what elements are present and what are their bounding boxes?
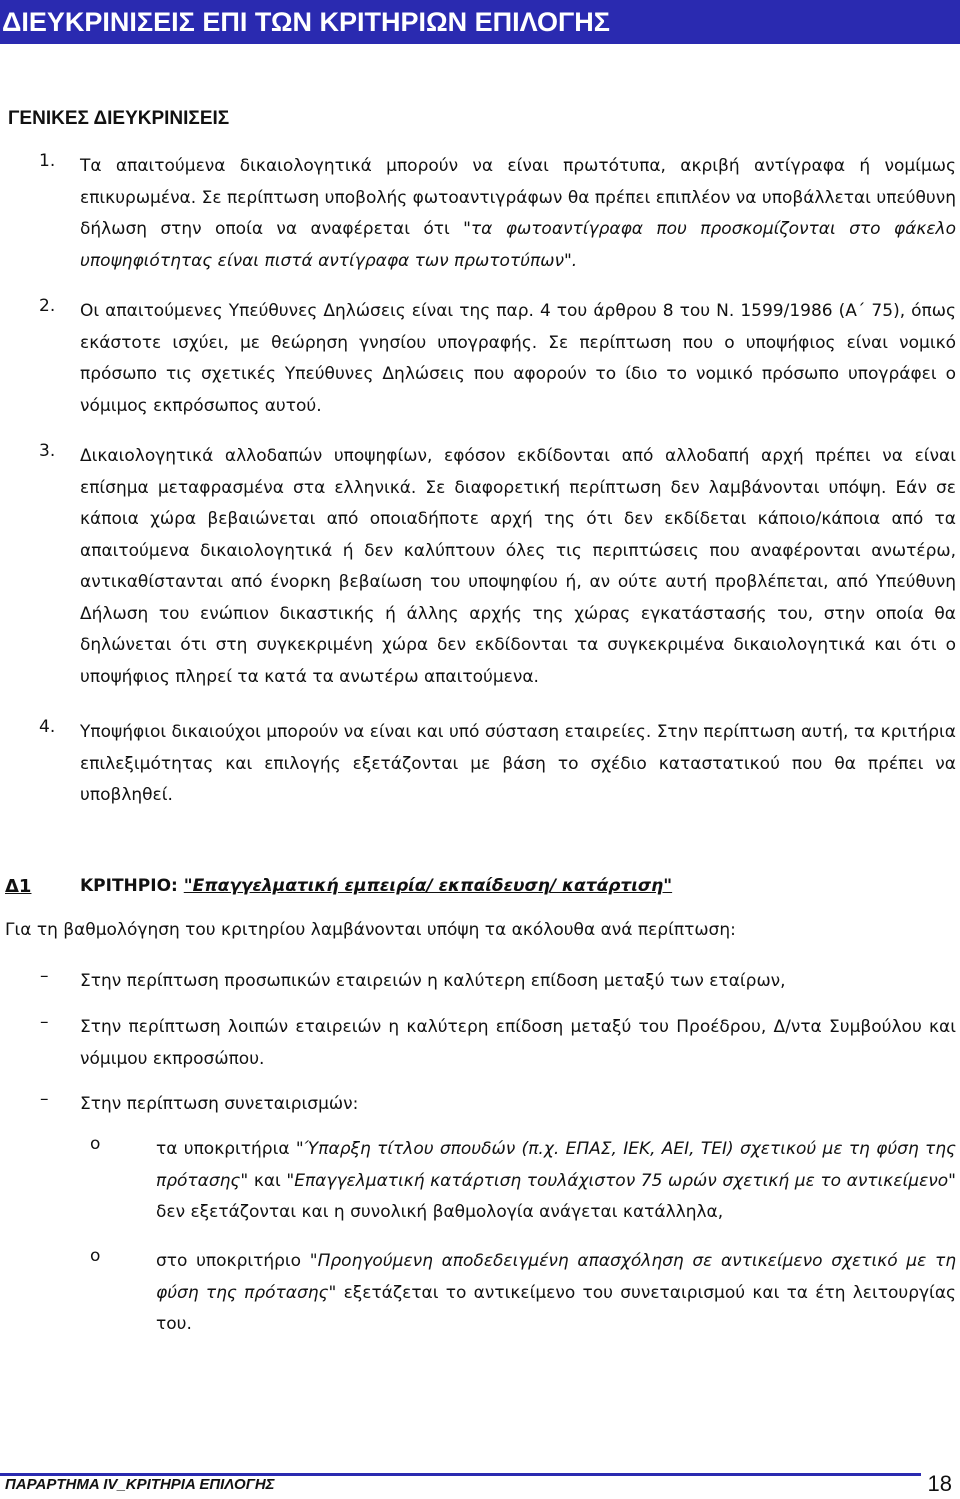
- sub-item-1-e: δεν εξετάζονται και η συνολική βαθμολογία ανάγεται κατάλληλα,: [156, 1202, 724, 1222]
- criterion-label-group: [80, 876, 672, 896]
- sub-item-2-c: εξετάζεται το αντικείμενο του συνεταιρισμού και τα έτη λειτουργίας του.: [156, 1282, 956, 1334]
- general-clarifications-heading: ΓΕΝΙΚΕΣ ΔΙΕΥΚΡΙΝΙΣΕΙΣ: [8, 108, 230, 129]
- sub-item-1-d: "Επαγγελματική κατάρτιση τουλάχιστον 75 ωρών σχετική με το αντικείμενο": [286, 1170, 956, 1191]
- item-4-text: Υποψήφιοι δικαιούχοι μπορούν να είναι και υπό σύσταση εταιρείες. Στην περίπτωση αυτή, τα κριτήρια επιλεξιμότητας και επιλογής εξετάζονται με βάση το σχέδιο καταστατικού που θα πρέπει να υποβληθεί.: [80, 722, 956, 805]
- dash-marker-1: –: [40, 966, 49, 986]
- item-1-paragraph: [0, 151, 956, 277]
- document-title: ΔΙΕΥΚΡΙΝΙΣΕΙΣ ΕΠΙ ΤΩΝ ΚΡΙΤΗΡΙΩΝ ΕΠΙΛΟΓΗΣ: [0, 0, 960, 44]
- sub-item-1-c: και: [248, 1170, 287, 1191]
- item-1-text-a: Τα απαιτούμενα δικαιολογητικά μπορούν να είναι πρωτότυπα, ακριβή αντίγραφα ή νομίμως επικυρωμένα. Σε περίπτωση υποβολής φωτοαντιγράφων θα πρέπει επιπλέον να υποβάλλεται υπεύθυνη δήλωση στην οποία να αναφέρεται ότι: [80, 156, 956, 239]
- sub-item-2: [156, 1246, 956, 1341]
- sub-item-2-b: "Προηγούμενη αποδεδειγμένη απασχόληση σε αντικείμενο σχετικό με τη φύση της πρότασης": [156, 1251, 956, 1303]
- sub-item-1-b: "Ύπαρξη τίτλου σπουδών (π.χ. ΕΠΑΣ, ΙΕΚ, ΑΕΙ, ΤΕΙ) σχετικού με τη φύση της πρότασης": [156, 1139, 957, 1191]
- sub-item-2-a: στο υποκριτήριο: [156, 1251, 310, 1271]
- dash-item-3: Στην περίπτωση συνεταιρισμών:: [80, 1094, 359, 1114]
- circle-marker-2: o: [90, 1246, 101, 1266]
- criterion-code: Δ1: [5, 876, 32, 897]
- item-1-text-italic: "τα φωτοαντίγραφα που προσκομίζονται στο φάκελο υποψηφιότητας είναι πιστά αντίγραφα των πρωτοτύπων".: [80, 219, 956, 271]
- item-1-number: 1.: [39, 151, 56, 171]
- item-1-text: [80, 151, 956, 277]
- footer-text: ΠΑΡΑΡΤΗΜΑ IV_ΚΡΙΤΗΡΙΑ ΕΠΙΛΟΓΗΣ: [5, 1476, 275, 1493]
- criterion-title: "Επαγγελματική εμπειρία/ εκπαίδευση/ κατάρτιση": [183, 876, 673, 896]
- item-4-number: 4.: [39, 717, 56, 737]
- item-3-text: Δικαιολογητικά αλλοδαπών υποψηφίων, εφόσον εκδίδονται από αλλοδαπή αρχή πρέπει να είναι επίσημα μεταφρασμένα στα ελληνικά. Σε διαφορετική περίπτωση δεν λαμβάνονται υπόψη. Εάν σε κάποια χώρα βεβαιώνεται από οποιαδήποτε αρχή της ότι δεν εκδίδεται κάποιο/κάποια από τα απαιτούμενα δικαιολογητικά ή δεν καλύπτουν όλες τις περιπτώσεις που αναφέρονται ανωτέρω, αντικαθίστανται από ένορκη βεβαίωση του υποψηφίου ή, αν ούτε αυτή προβλέπεται, από Υπεύθυνη Δήλωση του ενώπιον δικαστικής ή άλλης αρχής της χώρας εγκατάστασής του, στην οποία θα δηλώνεται ότι στη συγκεκριμένη χώρα δεν εκδίδονται τα συγκεκριμένα δικαιολογητικά και ότι ο υποψήφιος πληρεί τα κατά τα ανωτέρω απαιτούμενα.: [80, 446, 956, 687]
- page-number: 18: [927, 1471, 952, 1496]
- item-2-text: Οι απαιτούμενες Υπεύθυνες Δηλώσεις είναι της παρ. 4 του άρθρου 8 του Ν. 1599/1986 (Α΄ 75), όπως εκάστοτε ισχύει, με θεώρηση γνησίου υπογραφής. Σε περίπτωση που ο υποψήφιος είναι νομικό πρόσωπο τις σχετικές Υπεύθυνες Δηλώσεις που αφορούν το ίδιο το νομικό πρόσωπο υπογράφει ο νόμιμος εκπρόσωπος αυτού.: [80, 301, 956, 416]
- dash-marker-3: –: [40, 1089, 49, 1109]
- sub-item-1: [156, 1134, 956, 1229]
- item-2-number: 2.: [39, 296, 56, 316]
- dash-marker-2: –: [40, 1012, 49, 1032]
- criterion-label: ΚΡΙΤΗΡΙΟ:: [80, 876, 178, 896]
- sub-item-1-a: τα υποκριτήρια: [156, 1139, 296, 1159]
- dash-item-1: Στην περίπτωση προσωπικών εταιρειών η καλύτερη επίδοση μεταξύ των εταίρων,: [80, 971, 786, 991]
- item-3-number: 3.: [39, 441, 56, 461]
- circle-marker-1: o: [90, 1134, 101, 1154]
- criterion-intro: Για τη βαθμολόγηση του κριτηρίου λαμβάνονται υπόψη τα ακόλουθα ανά περίπτωση:: [5, 920, 736, 940]
- dash-item-2: Στην περίπτωση λοιπών εταιρειών η καλύτερη επίδοση μεταξύ του Προέδρου, Δ/ντα Συμβούλου και νόμιμου εκπροσώπου.: [80, 1017, 956, 1069]
